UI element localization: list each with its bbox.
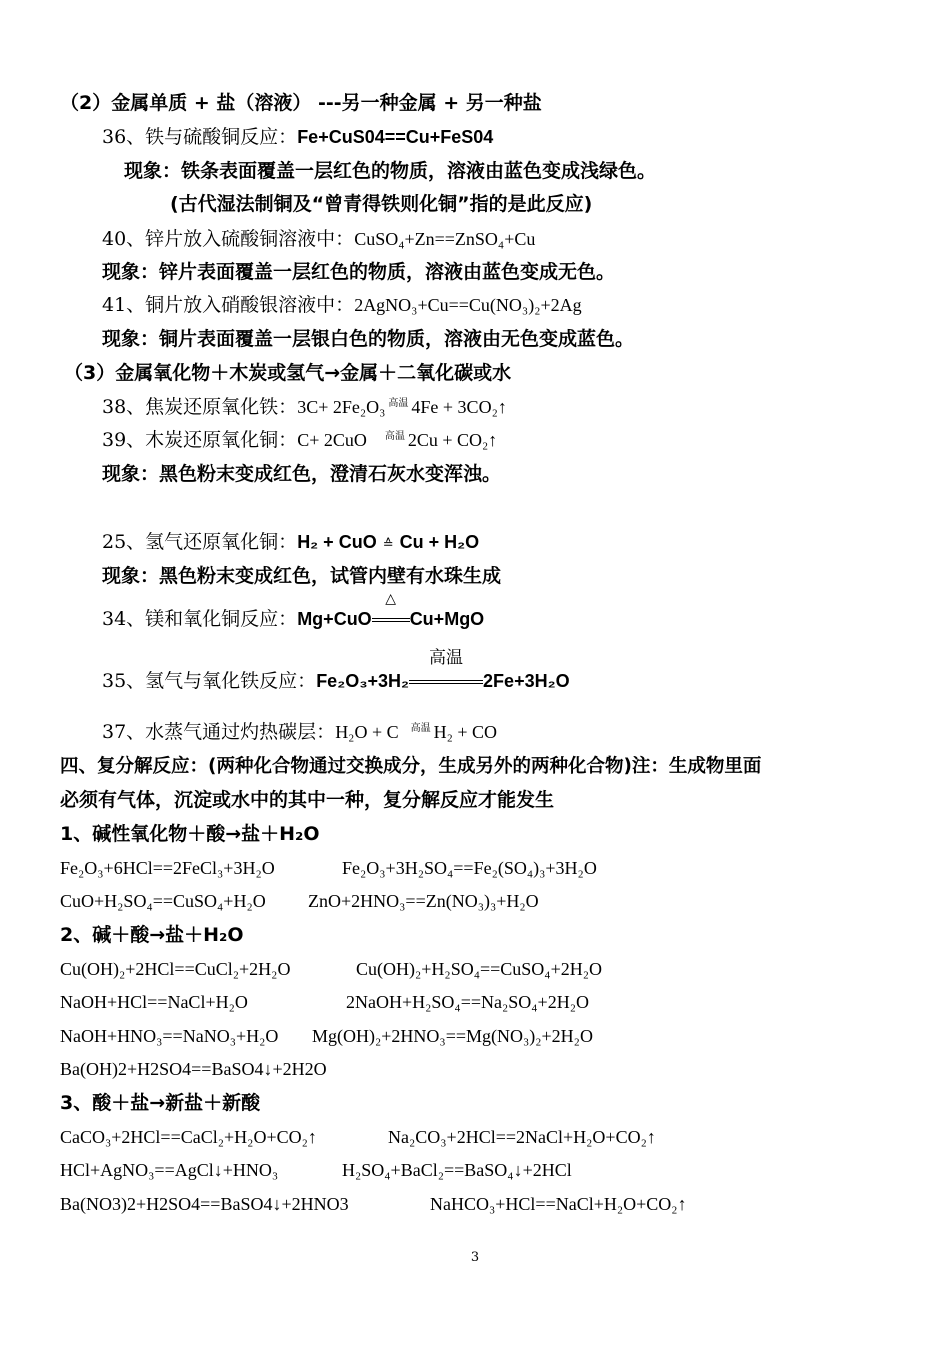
reaction-25	[102, 529, 479, 558]
reaction-39-right: 2Cu + CO₂↑	[407, 430, 498, 450]
equation: HCl+AgNO₃==AgCl↓+HNO₃	[60, 1160, 279, 1180]
note-36: (古代湿法制铜及“曾青得铁则化铜”指的是此反应)	[170, 193, 593, 215]
reaction-39-label: 39、木炭还原氧化铜：	[102, 429, 298, 451]
equation: Cu(OH)₂+H₂SO₄==CuSO₄+2H₂O	[356, 959, 602, 979]
equation-row	[60, 888, 266, 914]
reaction-34-condition: △	[385, 591, 397, 607]
reaction-25-left: H₂ + CuO	[297, 532, 377, 552]
equation-row	[60, 1191, 349, 1217]
page-number: 3	[470, 1250, 480, 1265]
reaction-40-equation: CuSO₄+Zn==ZnSO₄+Cu	[354, 229, 536, 249]
reaction-38-label: 38、焦炭还原氧化铁：	[102, 396, 298, 418]
equation: 2NaOH+H₂SO₄==Na₂SO₄+2H₂O	[346, 992, 589, 1012]
reaction-40-label: 40、锌片放入硫酸铜溶液中：	[102, 228, 355, 250]
reaction-34-left: Mg+CuO	[297, 609, 372, 629]
equation-row	[60, 1124, 317, 1150]
reaction-38-right: 4Fe + 3CO₂↑	[411, 397, 507, 417]
equation: NaOH+HCl==NaCl+H₂O	[60, 992, 248, 1012]
phenomenon-36: 现象：铁条表面覆盖一层红色的物质，溶液由蓝色变成浅绿色。	[124, 160, 657, 182]
reaction-37-condition: 高温	[410, 723, 431, 734]
equation-row	[60, 855, 275, 881]
reaction-36	[102, 124, 493, 150]
equation: Mg(OH)₂+2HNO₃==Mg(NO₃)₂+2H₂O	[312, 1026, 593, 1046]
equation: Fe₂O₃+3H₂SO₄==Fe₂(SO₄)₃+3H₂O	[342, 858, 597, 878]
equation: Ba(NO3)2+H2SO4==BaSO4↓+2HNO3	[60, 1194, 349, 1214]
subheading-acid-salt: 3、酸＋盐→新盐＋新酸	[60, 1092, 261, 1114]
equation-row	[60, 1056, 327, 1082]
reaction-40	[102, 226, 535, 252]
equation-row	[60, 956, 290, 982]
reaction-35-right: 2Fe+3H₂O	[483, 671, 570, 691]
reaction-35-label: 35、氢气与氧化铁反应：	[102, 670, 317, 692]
reaction-34-arrow	[372, 591, 410, 632]
section-heading-metal-salt: （2）金属单质 + 盐（溶液） ---另一种金属 + 另一种盐	[60, 92, 542, 114]
reaction-41	[102, 292, 582, 318]
reaction-35	[102, 648, 570, 694]
equation: NaOH+HNO₃==NaNO₃+H₂O	[60, 1026, 279, 1046]
equation: Fe₂O₃+6HCl==2FeCl₃+3H₂O	[60, 858, 275, 878]
reaction-37-left: H₂O + C	[335, 722, 399, 742]
equation: Ba(OH)2+H2SO4==BaSO4↓+2H2O	[60, 1059, 327, 1079]
reaction-34-label: 34、镁和氧化铜反应：	[102, 608, 298, 630]
double-displacement-condition: 必须有气体，沉淀或水中的其中一种，复分解反应才能发生	[60, 789, 555, 811]
reaction-39	[102, 427, 497, 457]
equation: CuO+H₂SO₄==CuSO₄+H₂O	[60, 891, 266, 911]
reaction-35-arrow	[409, 648, 483, 694]
equation-row	[342, 855, 597, 881]
reaction-25-right: Cu + H₂O	[399, 532, 480, 552]
reaction-37-right: H₂ + CO	[433, 722, 498, 742]
reaction-41-equation: 2AgNO₃+Cu==Cu(NO₃)₂+2Ag	[354, 295, 582, 315]
reaction-37	[102, 719, 497, 749]
equation-row	[346, 989, 589, 1015]
reaction-39-left: C+ 2CuO	[297, 430, 367, 450]
equation: Na₂CO₃+2HCl==2NaCl+H₂O+CO₂↑	[388, 1127, 656, 1147]
reaction-35-left: Fe₂O₃+3H₂	[316, 671, 410, 691]
equation-row	[342, 1157, 572, 1183]
reaction-34-right: Cu+MgO	[409, 609, 485, 629]
equation-row	[60, 1157, 278, 1183]
equation: NaHCO₃+HCl==NaCl+H₂O+CO₂↑	[430, 1194, 687, 1214]
reaction-38-condition: 高温	[388, 398, 409, 409]
reaction-39-condition: 高温	[384, 431, 405, 442]
reaction-25-condition: ≙	[382, 537, 394, 552]
reaction-34	[102, 591, 485, 632]
reaction-36-equation: Fe+CuS04==Cu+FeS04	[297, 127, 494, 147]
equation: Cu(OH)₂+2HCl==CuCl₂+2H₂O	[60, 959, 291, 979]
equation-row	[60, 989, 248, 1015]
subheading-basic-oxide-acid: 1、碱性氧化物＋酸→盐＋H₂O	[60, 823, 320, 845]
reaction-25-label: 25、氢气还原氧化铜：	[102, 531, 298, 553]
equation: ZnO+2HNO₃==Zn(NO₃)₃+H₂O	[308, 891, 539, 911]
reaction-38-left: 3C+ 2Fe₂O₃	[297, 397, 386, 417]
phenomenon-25: 现象：黑色粉末变成红色，试管内壁有水珠生成	[102, 565, 502, 587]
equation-row	[356, 956, 602, 982]
equation: CaCO₃+2HCl==CaCl₂+H₂O+CO₂↑	[60, 1127, 317, 1147]
equation-row	[308, 888, 539, 914]
reaction-41-label: 41、铜片放入硝酸银溶液中：	[102, 294, 355, 316]
reaction-37-label: 37、水蒸气通过灼热碳层：	[102, 721, 336, 743]
subheading-base-acid: 2、碱＋酸→盐＋H₂O	[60, 924, 244, 946]
reaction-38	[102, 394, 507, 424]
reaction-36-label: 36、铁与硫酸铜反应：	[102, 126, 298, 148]
phenomenon-41: 现象：铜片表面覆盖一层银白色的物质，溶液由无色变成蓝色。	[102, 328, 635, 350]
equation-row	[60, 1023, 278, 1049]
section-heading-double-displacement: 四、复分解反应：(两种化合物通过交换成分，生成另外的两种化合物)注：生成物里面	[60, 756, 762, 777]
equation-row	[430, 1191, 687, 1217]
equation: H₂SO₄+BaCl₂==BaSO₄↓+2HCl	[342, 1160, 572, 1180]
equation-row	[312, 1023, 593, 1049]
equation-row	[388, 1124, 656, 1150]
section-heading-metal-oxide: （3）金属氧化物＋木炭或氢气→金属＋二氧化碳或水	[64, 362, 512, 384]
phenomenon-39: 现象：黑色粉末变成红色，澄清石灰水变浑浊。	[102, 463, 502, 485]
reaction-35-condition: 高温	[429, 648, 464, 668]
phenomenon-40: 现象：锌片表面覆盖一层红色的物质，溶液由蓝色变成无色。	[102, 261, 616, 283]
